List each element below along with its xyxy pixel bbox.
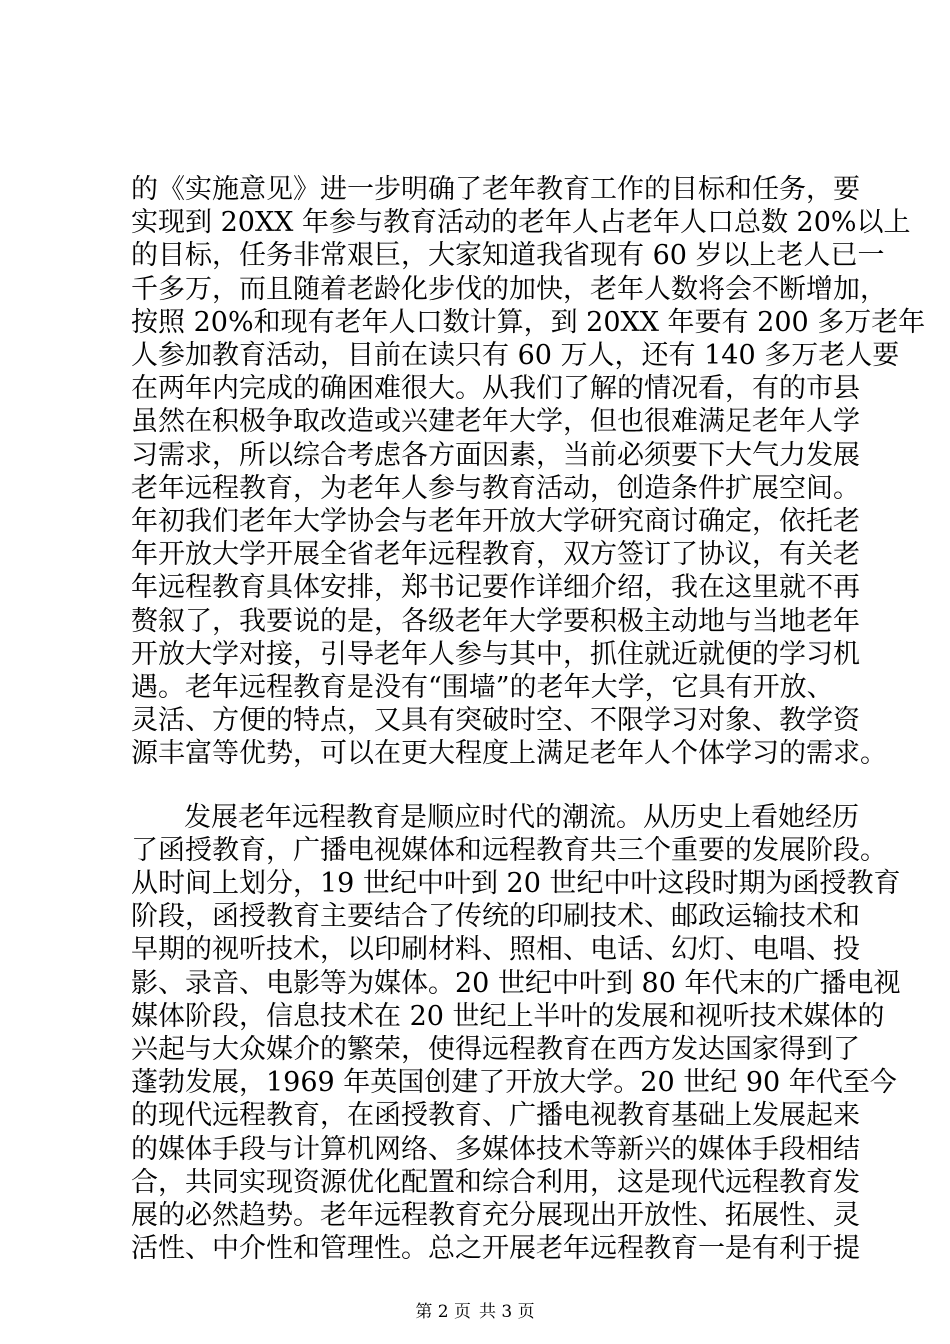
text-line: 按照 20%和现有老年人口数计算，到 20XX 年要有 200 多万老年: [131, 306, 926, 338]
text-line: 年开放大学开展全省老年远程教育，双方签订了协议，有关老: [131, 539, 860, 571]
text-line: 年初我们老年大学协会与老年开放大学研究商讨确定，依托老: [131, 506, 860, 537]
text-line: 兴起与大众媒介的繁荣，使得远程教育在西方发达国家得到了: [131, 1034, 860, 1065]
text-line: 的《实施意见》进一步明确了老年教育工作的目标和任务，要: [131, 174, 860, 205]
text-line: 从时间上划分，19 世纪中叶到 20 世纪中叶这段时期为函授教育: [131, 868, 901, 899]
text-line: 实现到 20XX 年参与教育活动的老年人占老年人口总数 20%以上: [131, 207, 911, 239]
text-line: 媒体阶段，信息技术在 20 世纪上半叶的发展和视听技术媒体的: [131, 1000, 885, 1032]
page-number: 第 2 页: [415, 1302, 471, 1322]
text-line: 阶段，函授教育主要结合了传统的印刷技术、邮政运输技术和: [131, 901, 860, 933]
text-line: 在两年内完成的确困难很大。从我们了解的情况看，有的市县: [131, 373, 860, 405]
text-line: 合，共同实现资源优化配置和综合利用，这是现代远程教育发: [131, 1166, 860, 1198]
text-line: 影、录音、电影等为媒体。20 世纪中叶到 80 年代末的广播电视: [131, 967, 901, 999]
text-line: 灵活、方便的特点，又具有突破时空、不限学习对象、教学资: [131, 705, 860, 737]
text-line: 千多万，而且随着老龄化步伐的加快，老年人数将会不断增加，: [131, 273, 887, 305]
text-line: 展的必然趋势。老年远程教育充分展现出开放性、拓展性、灵: [131, 1200, 860, 1231]
text-line: 发展老年远程教育是顺应时代的潮流。从历史上看她经历: [184, 801, 859, 833]
text-line: 早期的视听技术，以印刷材料、照相、电话、幻灯、电唱、投: [131, 934, 860, 966]
page-total: 共 3 页: [479, 1302, 535, 1322]
text-line: 蓬勃发展，1969 年英国创建了开放大学。20 世纪 90 年代至今: [131, 1067, 897, 1099]
text-line: 的媒体手段与计算机网络、多媒体技术等新兴的媒体手段相结: [131, 1133, 860, 1165]
text-line: 了函授教育，广播电视媒体和远程教育共三个重要的发展阶段。: [131, 834, 887, 866]
text-line: 虽然在积极争取改造或兴建老年大学，但也很难满足老年人学: [131, 406, 860, 438]
page-footer: [0, 1300, 950, 1324]
text-line: 习需求，所以综合考虑各方面因素，当前必须要下大气力发展: [131, 439, 860, 471]
text-line: 赘叙了，我要说的是，各级老年大学要积极主动地与当地老年: [131, 605, 860, 637]
text-line: 源丰富等优势，可以在更大程度上满足老年人个体学习的需求。: [131, 738, 887, 770]
text-line: 活性、中介性和管理性。总之开展老年远程教育一是有利于提: [131, 1233, 860, 1265]
text-line: 遇。老年远程教育是没有“围墙”的老年大学，它具有开放、: [131, 672, 834, 703]
text-line: 老年远程教育，为老年人参与教育活动，创造条件扩展空间。: [131, 472, 860, 504]
text-line: 的目标，任务非常艰巨，大家知道我省现有 60 岁以上老人已一: [131, 240, 885, 272]
text-line: 的现代远程教育，在函授教育、广播电视教育基础上发展起来: [131, 1100, 860, 1132]
text-line: 年远程教育具体安排，郑书记要作详细介绍，我在这里就不再: [131, 572, 860, 604]
text-line: 人参加教育活动，目前在读只有 60 万人，还有 140 多万老人要: [131, 340, 900, 371]
text-line: 开放大学对接，引导老年人参与其中，抓住就近就便的学习机: [131, 638, 860, 670]
